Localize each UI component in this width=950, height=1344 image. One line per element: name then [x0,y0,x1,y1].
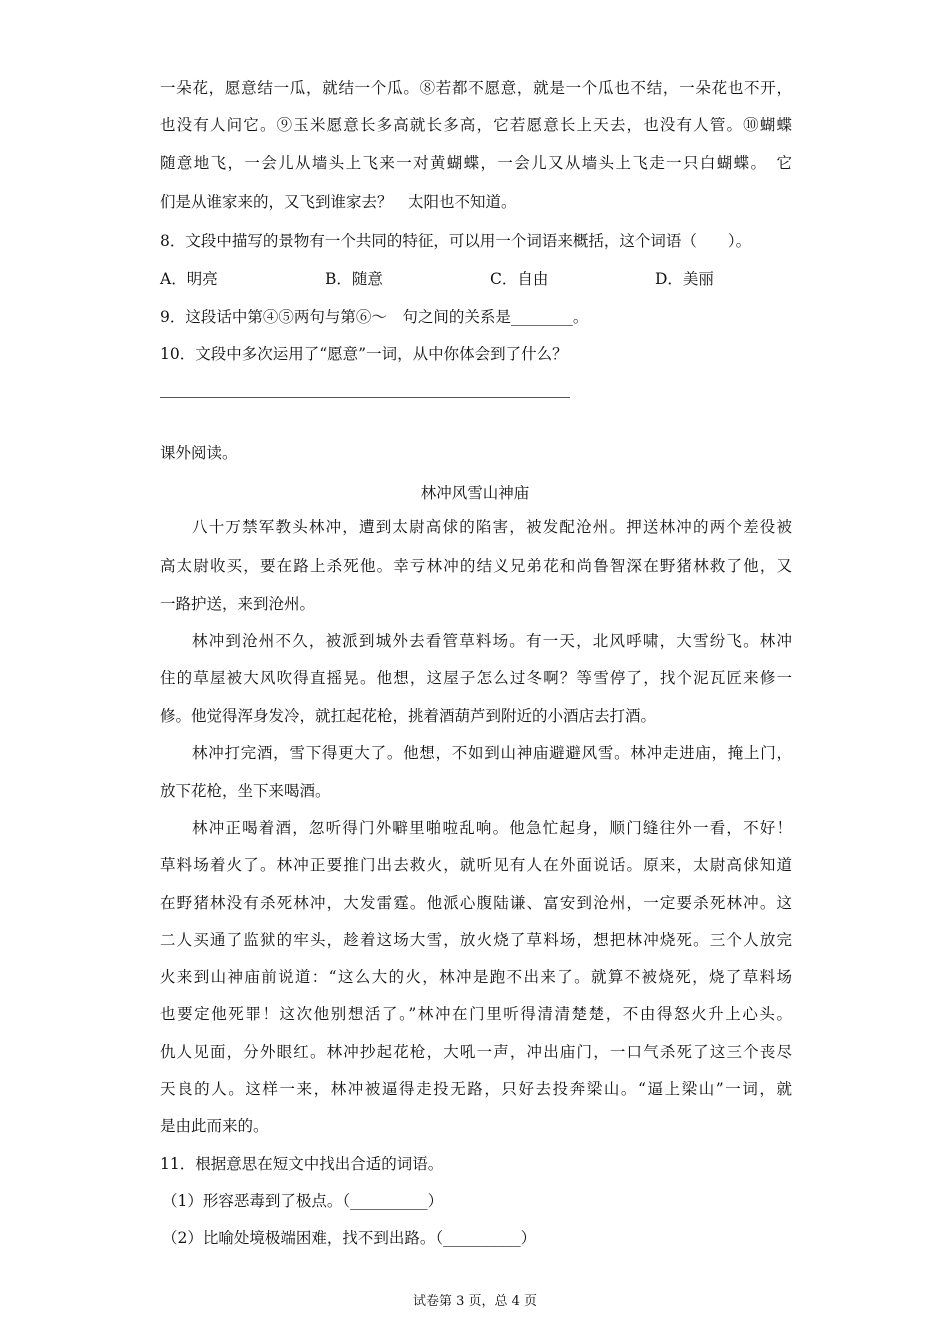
story-line: 一路护送，来到沧州。 [160,595,316,613]
question-10: 10．文段中多次运用了“愿意”一词，从中你体会到了什么？ [160,345,568,363]
story-line: 仇人见面，分外眼红。林冲抄起花枪，大吼一声，冲出庙门，一口气杀死了这三个丧尽 [160,1043,792,1061]
q8-option-a: A．明亮 [160,270,218,288]
story-line: 修。他觉得浑身发冷，就扛起花枪，挑着酒葫芦到附近的小酒店去打酒。 [160,707,657,725]
page-footer: 试卷第 3 页，总 4 页 [412,1294,538,1309]
story-line: 放下花枪，坐下来喝酒。 [160,782,331,800]
passage-line: 也没有人问它。⑨玉米愿意长多高就长多高，它若愿意长上天去，也没有人管。⑩蝴蝶 [160,116,792,134]
story-line: 在野猪林没有杀死林冲，大发雷霆。他派心腹陆谦、富安到沧州，一定要杀死林冲。这 [160,894,792,912]
story-line: 八十万禁军教头林冲，遭到太尉高俅的陷害，被发配沧州。押送林冲的两个差役被 [192,518,792,536]
question-11: 11．根据意思在短文中找出合适的词语。 [160,1155,444,1173]
q11-item-1: （1）形容恶毒到了极点。（__________） [162,1192,444,1210]
story-line: 高太尉收买，要在路上杀死他。幸亏林冲的结义兄弟花和尚鲁智深在野猪林救了他，又 [160,557,792,575]
passage-line: 一朵花，愿意结一瓜，就结一个瓜。⑧若都不愿意，就是一个瓜也不结，一朵花也不开， [160,79,792,97]
story-line: 林冲到沧州不久，被派到城外去看管草料场。有一天，北风呼啸，大雪纷飞。林冲 [192,632,792,650]
q8-option-b: B．随意 [325,270,383,288]
story-line: 林冲正喝着酒，忽听得门外噼里啪啦乱响。他急忙起身，顺门缝往外一看，不好！ [192,819,792,837]
story-line: 二人买通了监狱的牢头，趁着这场大雪，放火烧了草料场，想把林冲烧死。三个人放完 [160,931,792,949]
q8-option-d: D．美丽 [655,270,714,288]
story-line: 天良的人。这样一来，林冲被逼得走投无路，只好去投奔梁山。“逼上梁山”一词，就 [160,1080,792,1098]
story-line: 也要定他死罪！这次他别想活了。”林冲在门里听得清清楚楚，不由得怒火升上心头。 [160,1005,792,1023]
story-line: 是由此而来的。 [160,1117,269,1135]
answer-line [160,397,570,398]
story-line: 林冲打完酒，雪下得更大了。他想，不如到山神庙避避风雪。林冲走进庙，掩上门， [192,744,792,762]
story-line: 草料场着火了。林冲正要推门出去救火，就听见有人在外面说话。原来，太尉高俅知道 [160,856,792,874]
story-line: 火来到山神庙前说道：“这么大的火，林冲是跑不出来了。就算不被烧死，烧了草料场 [160,968,792,986]
story-line: 住的草屋被大风吹得直摇晃。他想，这屋子怎么过冬啊？等雪停了，找个泥瓦匠来修一 [160,669,792,687]
q8-option-c: C．自由 [490,270,549,288]
passage-line: 随意地飞，一会儿从墙头上飞来一对黄蝴蝶，一会儿又从墙头上飞走一只白蝴蝶。 它 [160,154,792,172]
story-title: 林冲风雪山神庙 [420,484,530,502]
section-label: 课外阅读。 [160,444,238,462]
q11-item-2: （2）比喻处境极端困难，找不到出路。（__________） [162,1229,537,1247]
passage-line: 们是从谁家来的，又飞到谁家去？ 太阳也不知道。 [160,193,517,211]
question-8: 8．文段中描写的景物有一个共同的特征，可以用一个词语来概括，这个词语（ ）。 [160,232,752,250]
question-9: 9．这段话中第④⑤两句与第⑥～ 句之间的关系是________。 [160,308,589,326]
